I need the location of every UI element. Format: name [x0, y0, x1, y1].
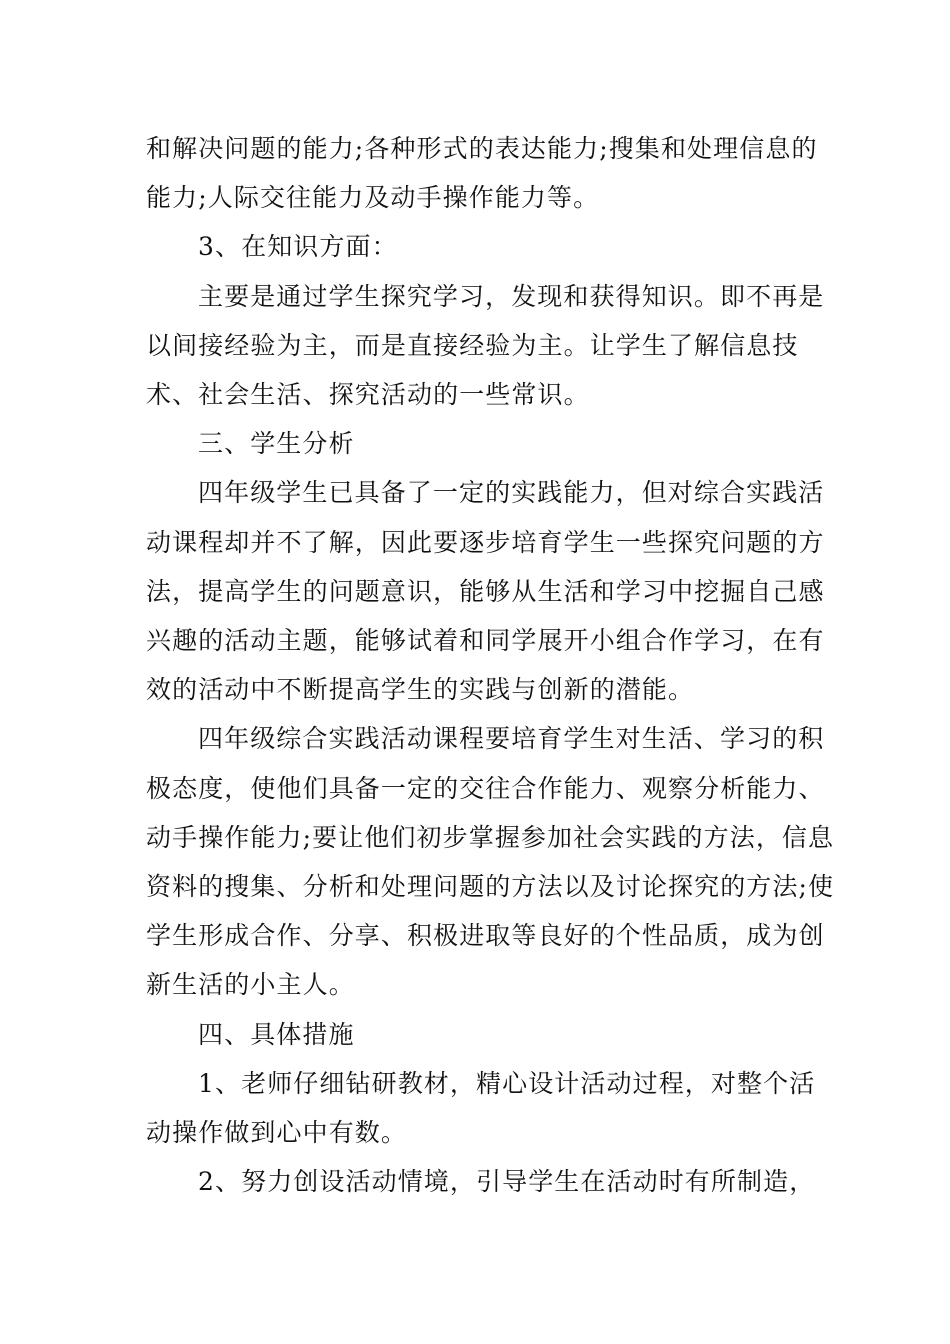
document-body	[146, 124, 836, 1206]
paragraph-analysis-2: 四年级综合实践活动课程要培育学生对生活、学习的积极态度，使他们具备一定的交往合作能力、观察分析能力、动手操作能力;要让他们初步掌握参加社会实践的方法，信息资料的搜集、分析和处理问题的方法以及讨论探究的方法;使学生形成合作、分享、积极进取等良好的个性品质，成为创新生活的小主人。	[146, 724, 835, 1000]
heading-specific-measures: 四、具体措施	[198, 1019, 355, 1049]
paragraph-knowledge: 主要是通过学生探究学习，发现和获得知识。即不再是以间接经验为主，而是直接经验为主。让学生了解信息技术、社会生活、探究活动的一些常识。	[146, 281, 825, 410]
heading-student-analysis: 三、学生分析	[198, 429, 355, 459]
paragraph-measure-2: 2、努力创设活动情境，引导学生在活动时有所制造，	[198, 1167, 816, 1197]
paragraph-skills-continuation: 和解决问题的能力;各种形式的表达能力;搜集和处理信息的能力;人际交往能力及动手操作能力等。	[146, 134, 818, 213]
heading-knowledge: 3、在知识方面：	[198, 232, 398, 262]
paragraph-analysis-1: 四年级学生已具备了一定的实践能力，但对综合实践活动课程却并不了解，因此要逐步培育学生一些探究问题的方法，提高学生的问题意识，能够从生活和学习中挖掘自己感兴趣的活动主题，能够试着和同学展开小组合作学习，在有效的活动中不断提高学生的实践与创新的潜能。	[146, 478, 825, 705]
paragraph-measure-1: 1、老师仔细钻研教材，精心设计活动过程，对整个活动操作做到心中有数。	[146, 1068, 816, 1148]
